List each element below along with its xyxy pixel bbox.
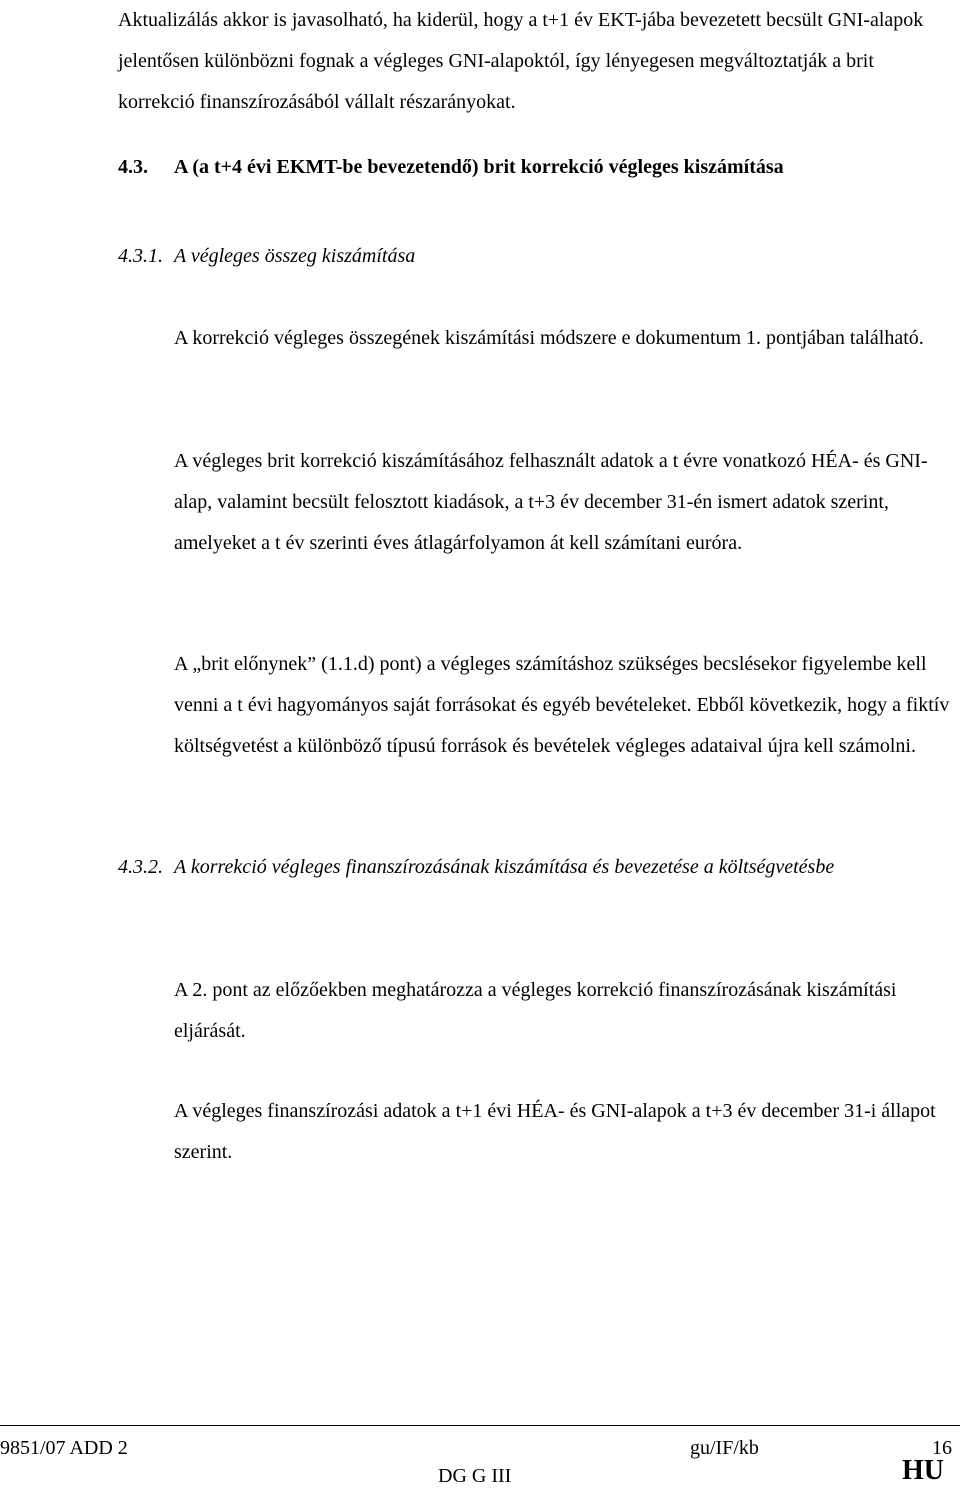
advantage-paragraph: A „brit előnynek” (1.1.d) pont) a végleges számításhoz szükséges becslésekor figyelembe kell venni a t évi hagyományos saját forrásokat és egyéb bevételeket. Ebből következik, hogy a fiktív költségvetést a különböző típusú források és bevételek végleges adataival újra kell számolni. [174, 653, 950, 757]
subsection-heading-4-3-1 [118, 236, 874, 277]
footer-divider [0, 1425, 960, 1426]
subsection-number: 4.3.2. [118, 856, 163, 878]
final-paragraph: A végleges finanszírozási adatok a t+1 évi HÉA- és GNI-alapok a t+3 év december 31-i állapot szerint. [174, 1100, 936, 1163]
footer-doc-ref: 9851/07 ADD 2 [0, 1437, 128, 1459]
footer-language: HU [902, 1455, 944, 1486]
section-title: A (a t+4 évi EKMT-be bevezetendő) brit korrekció végleges kiszámítása [174, 156, 784, 178]
footer-directorate: DG G III [438, 1465, 512, 1487]
point2-paragraph: A 2. pont az előzőekben meghatározza a végleges korrekció finanszírozásának kiszámítási eljárását. [174, 979, 897, 1042]
subsection-heading-4-3-2 [118, 847, 874, 888]
subsection-title: A korrekció végleges finanszírozásának kiszámítása és bevezetése a költségvetésbe [174, 856, 835, 878]
subsection-number: 4.3.1. [118, 245, 163, 267]
section-heading-4-3 [118, 156, 784, 179]
data-paragraph: A végleges brit korrekció kiszámításához felhasznált adatok a t évre vonatkozó HÉA- és GNI-alap, valamint becsült felosztott kiadások, a t+3 év december 31-én ismert adatok szerint, amelyeket a t év szerinti éves átlagárfolyamon át kell számítani euróra. [174, 450, 928, 554]
footer-page-number: 16 [932, 1437, 952, 1459]
method-paragraph: A korrekció végleges összegének kiszámítási módszere e dokumentum 1. pontjában található. [174, 327, 924, 349]
section-number: 4.3. [118, 156, 148, 178]
intro-paragraph: Aktualizálás akkor is javasolható, ha kiderül, hogy a t+1 év EKT-jába bevezetett becsült GNI-alapok jelentősen különbözni fognak a végleges GNI-alapoktól, így lényegesen megváltoztatják a brit korrekció finanszírozásából vállalt részarányokat. [118, 9, 924, 113]
subsection-title: A végleges összeg kiszámítása [174, 245, 416, 267]
footer-initials: gu/IF/kb [690, 1437, 759, 1459]
